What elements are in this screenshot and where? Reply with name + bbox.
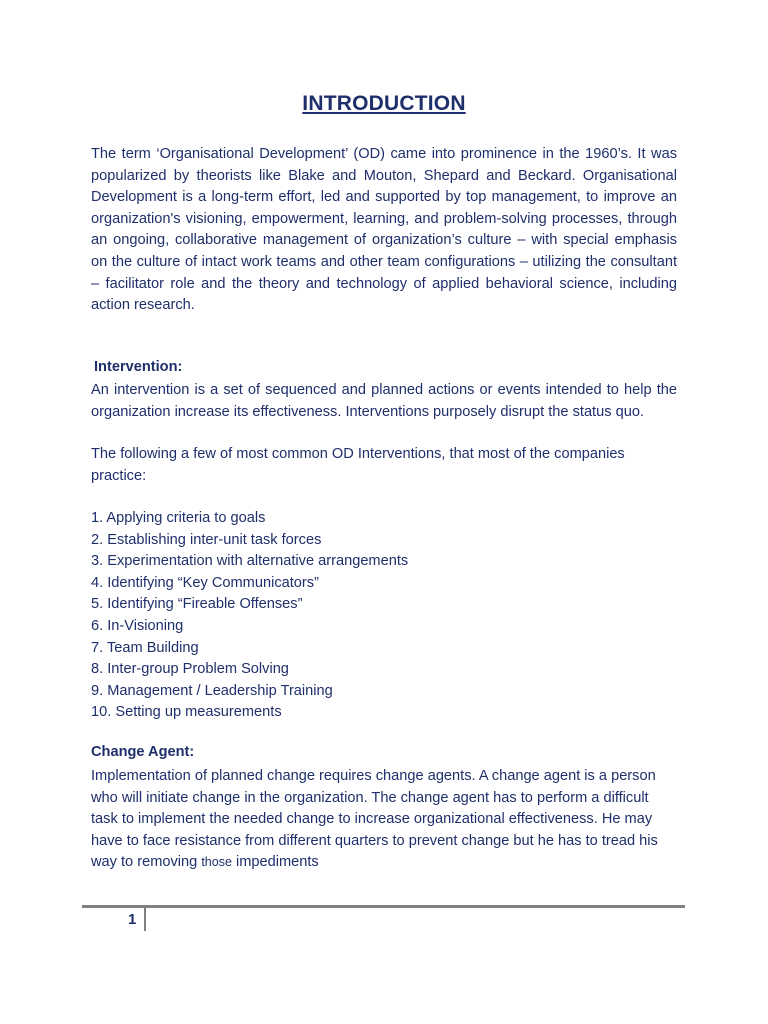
list-item: 6. In-Visioning — [91, 617, 184, 634]
change-agent-text: Implementation of planned change requires change agents. A change agent is a person who will initiate change in the organization. The change agent has to perform a difficult task to implement the needed change to increase organizational effectiveness. He may have to face resistance from different quarters to prevent change but he has to tread his way to removing — [91, 768, 658, 871]
intervention-definition: An intervention is a set of sequenced and planned actions or events intended to help the organization increase its effectiveness. Interventions purposely disrupt the status quo. — [91, 382, 677, 420]
list-item: 3. Experimentation with alternative arrangements — [91, 553, 409, 570]
footer-divider — [82, 905, 685, 908]
footer-vertical-bar — [144, 906, 146, 931]
change-agent-heading: Change Agent: — [91, 744, 195, 760]
list-item: 9. Management / Leadership Training — [91, 682, 333, 699]
list-item: 1. Applying criteria to goals — [91, 510, 266, 526]
list-item: 5. Identifying “Fireable Offenses” — [91, 596, 303, 613]
intro-paragraph: The term ‘Organisational Development’ (OD) came into prominence in the 1960’s. It was popularized by theorists like Blake and Mouton, Shepard and Beckard. Organisational Development is a long-term effort, led and supported by top management, to improve an organization's visioning, empowerment, learning, and problem-solving processes, through an ongoing, collaborative management of organization’s culture – with special emphasis on the culture of intact work teams and other team configurations – utilizing the consultant – facilitator role and the theory and technology of applied behavioral science, including action research. — [91, 146, 677, 314]
list-item: 10. Setting up measurements — [91, 704, 282, 721]
interventions-list — [91, 508, 677, 724]
list-item: 2. Establishing inter-unit task forces — [91, 531, 322, 548]
change-agent-text-small: those — [201, 855, 232, 870]
page-title: INTRODUCTION — [302, 92, 466, 115]
list-item: 7. Team Building — [91, 639, 199, 656]
intervention-list-intro: The following a few of most common OD Interventions, that most of the companies practice: — [91, 446, 625, 484]
list-item: 8. Inter-group Problem Solving — [91, 661, 289, 678]
list-item: 4. Identifying “Key Communicators” — [91, 574, 319, 591]
intervention-heading: Intervention: — [94, 359, 183, 375]
change-agent-paragraph — [91, 766, 677, 874]
page-number: 1 — [128, 911, 137, 928]
change-agent-text-end: impediments — [231, 854, 319, 871]
